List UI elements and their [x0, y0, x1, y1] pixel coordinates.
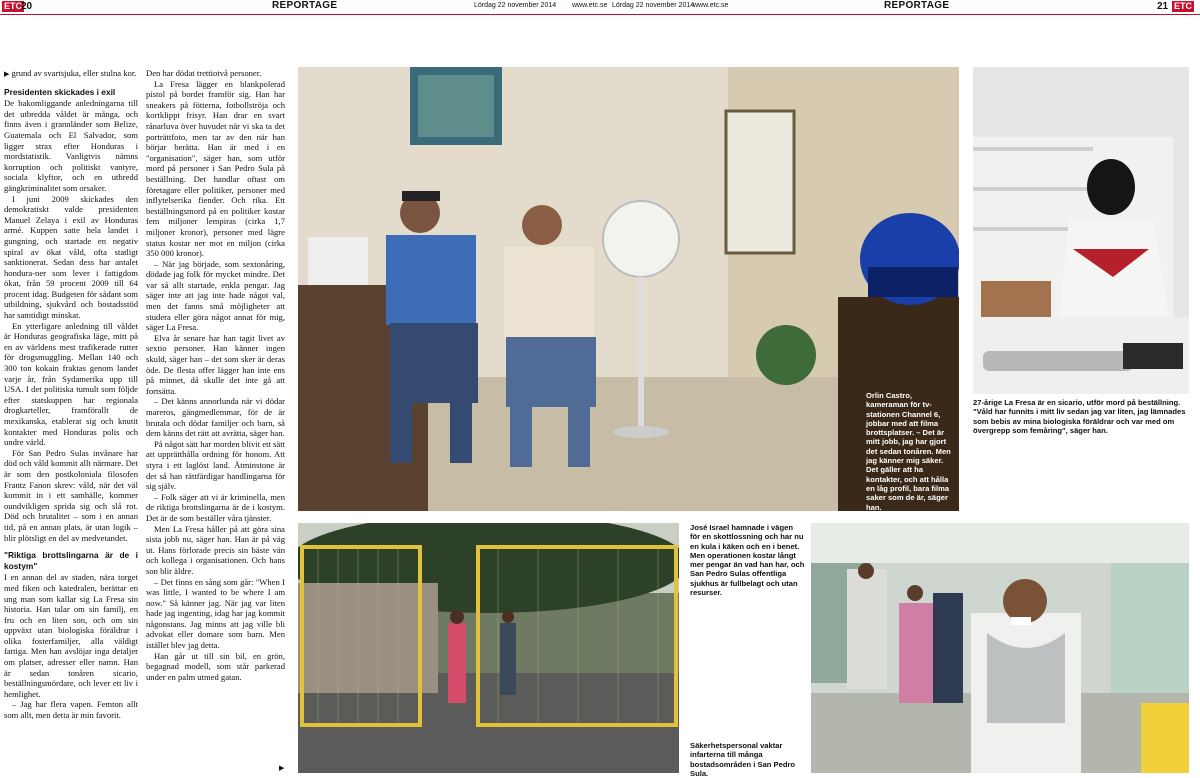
paragraph: I juni 2009 skickades den demokratiskt valde presidenten Manuel Zelaya i exil av Honduras armé. Kuppen satte hela landet i gungning, och startade en negativ spiral av ökat våld, ofta statligt sanktionerat. Sedan dess har antalet hondura-ner som lever i fattigdom ökat, från 59 procent 2009 till 64 procent idag. Budgeten för sådant som utbildning, sjukvård och bostadsstöd har samtidigt minskat.: [4, 193, 138, 321]
paragraph: Den har dödat trettiotvå personer.: [146, 68, 262, 78]
caption-camera-crew: Orlin Castro, kameraman för tv-stationen Channel 6, jobbar med att filma brottsplatser. – Det är mitt jobb, jag har gjort det sedan tonåren. Men jag känner mig säker. Det gäller att ha kontakter, och att hålla en låg profil, bara filma saker som de är, säger han.: [866, 391, 951, 512]
paragraph: Elva år senare har han tagit livet av sextio personer. Han känner ingen skuld, säger han – det som sker är deras öde. De flesta offer lägger han inte ens på minnet, då skulle det inte gå att fortsätta.: [146, 332, 285, 396]
photo-hospital-image: [811, 523, 1189, 773]
etc-logo-left: ETC: [4, 1, 22, 11]
photo-camera-crew: [298, 67, 959, 511]
paragraph: grund av svartsjuka, eller stulna kor.: [11, 68, 137, 78]
page-number-left: 20: [21, 1, 33, 12]
section-title-left: REPORTAGE: [272, 0, 338, 11]
paragraph: La Fresa lägger en blankpolerad pistol på bordet framför sig. Han har sneakers på fötterna, fotbollströja och kortklippt frisyr. Han drar en svart rånarluva över huvudet när vi ska ta det porträttfoto, men tar av den när han börjar berätta. Han är med i en "organisation", säger han, som utför mord på personer i San Pedro Sula på beställning. Det handlar oftast om företagare eller politiker, personer med inflytelserika fiender. Och rika. Ett beställningsmord på en politiker kostar fem miljoner lempiras (cirka 1,7 miljoner kronor), personer med lägre status kostar ner mot en miljon (cirka 350 000 kronor).: [146, 78, 285, 259]
photo-sicario-image: [973, 67, 1189, 394]
page-number-right: 21: [1157, 1, 1169, 12]
subheading: "Riktiga brottslingarna är de i kostym": [4, 550, 138, 571]
site-right: www.etc.se: [693, 2, 729, 9]
paragraph: De bakomliggande anledningarna till det utbredda våldet är många, och finns även i grannländer som Belize, Guatemala och El Salvador, som ligger strax efter Honduras i mordstatistik. Vanligtvis nämns korruption och politiskt vantyre, sociala klyftor, och en utbredd gängkriminalitet som orsaker.: [4, 98, 138, 193]
photo-hospital: [811, 523, 1189, 773]
paragraph: I en annan del av staden, nära torget med fiken och katedralen, berättar en ung man som kallar sig La Fresa sin historia. Han talar om sin familj, en fru och en liten son, och om sin uppväxt utan biologiska föräldrar i olika fosterfamiljer, alla väldigt fattiga. Men han avslöjar inga detaljer om platser, adresser eller namn. Han är sedan tonåren sicario, beställningsmördare, och lever ett liv i hemlighet.: [4, 572, 138, 699]
photo-gate-image: [298, 523, 679, 773]
paragraph: – Det känns annorlunda när vi dödar mareros, gängmedlemmar, för de är brutala och dödar familjer och barn, så dem känns det rätt att avrätta, säger han.: [146, 396, 285, 439]
photo-gate: [298, 523, 679, 773]
paragraph: För San Pedro Sulas invånare har död och våld kommit allt närmare. Det är som den postkoloniala filosofen Frantz Fanon skrev: våld, när det väl kommit in i ett samhälle, kommer oundvikligen sprida sig och slå rot. Död och brutalitet – som i en annan tid, på en annan plats, är utan logik – blir plötsligt en del av medvetandet.: [4, 447, 138, 543]
caption-hospital: José Israel hamnade i vägen för en skottlossning och har nu en kula i käken och en i benet. Men operationen kostar långt mer pengar än vad han har, och San Pedro Sulas offentliga sjukhus är fullbelagt och utan resurser.: [690, 523, 805, 598]
continue-arrow-icon: ▶: [4, 70, 10, 78]
etc-logo-right: ETC: [1174, 1, 1192, 11]
photo-camera-crew-image: [298, 67, 959, 511]
section-title-right: REPORTAGE: [884, 0, 950, 11]
caption-gate: Säkerhetspersonal vaktar infarterna till många bostadsområden i San Pedro Sula.: [690, 741, 796, 778]
continue-arrow-icon: ▶: [279, 764, 285, 772]
photo-sicario: [973, 67, 1189, 394]
paragraph: – Folk säger att vi är kriminella, men de riktiga brottslingarna är de i kostym. Det är de som beställer våra tjänster.: [146, 491, 285, 523]
subheading: Presidenten skickades i exil: [4, 86, 116, 97]
site-left: www.etc.se: [572, 2, 608, 9]
date-right: Lördag 22 november 2014: [612, 2, 695, 9]
date-left: Lördag 22 november 2014: [474, 2, 557, 9]
paragraph: – Jag har flera vapen. Femton allt som allt, men detta är min favorit.: [4, 699, 138, 721]
caption-sicario: 27-årige La Fresa är en sicario, utför mord på beställning. "Våld har funnits i mitt liv sedan jag var liten, jag lämnades som bebis av mina biologiska föräldrar och var med om övergrepp som femåring", säger han.: [973, 398, 1186, 435]
article-column-2: [146, 68, 285, 774]
paragraph: Men La Fresa håller på att göra sina sista jobb nu, säger han. Han är på väg ut. Hans förlorade precis sin bäste vän och kollega i organisationen. Och hans son blir äldre.: [146, 523, 285, 576]
article-column-1: [4, 68, 138, 772]
paragraph: På något sätt har morden blivit ett sätt att upprätthålla ordning för honom. Att styra i ett laglöst land. Åtminstone är det så han rättfärdigar handlingarna för sig själv.: [146, 438, 285, 492]
paragraph: En ytterligare anledning till våldet är Honduras geografiska läge, mitt på en av världens mest trafikerade rutter för drogsmuggling. Mellan 140 och 300 ton kokain fraktas genom landet varje år, från Sydamerika upp till USA. I det politiska tumult som följde efter statskuppen har regionala drogkarteller, framförallt de mexikanska, etablerat sig och knutit kontakter med Honduras polis och undre värld.: [4, 320, 138, 448]
paragraph: – När jag började, som sextonåring, dödade jag folk för mycket mindre. Det var så allt startade, enkla pengar. Jag säger inte att jag inte hade något val, men det fanns små möjligheter att studera eller göra något annat för mig, säger La Fresa.: [146, 258, 285, 333]
paragraph: Han går ut till sin bil, en grön, begagnad modell, som står parkerad under en palm utmed gatan.: [146, 650, 285, 682]
paragraph: – Det finns en sång som går: "When I was little, I wanted to be where I am now." Så känner jag. När jag var liten hade jag ingenting, idag har jag kommit någonstans. Jag minns att jag ville bli advokat eller domare som barn. Men istället blev jag detta.: [146, 576, 285, 651]
page-header: [0, 0, 1200, 15]
